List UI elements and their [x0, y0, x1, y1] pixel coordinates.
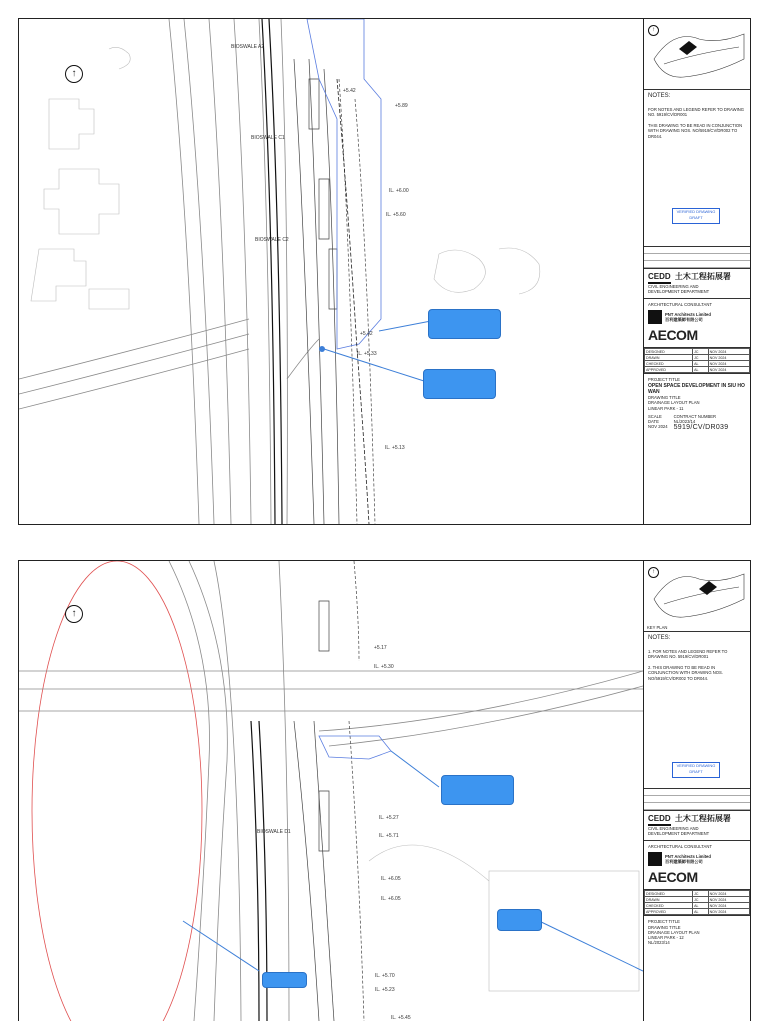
level-label: IL. +5.30: [374, 664, 394, 670]
notes-heading: NOTES:: [648, 635, 671, 641]
drawing-title-label: DRAWING TITLE: [648, 924, 681, 930]
drawing-number: 5919/CV/DR039: [673, 424, 729, 432]
level-label: IL. +5.70: [375, 973, 395, 979]
sig-date: NOV 2024: [708, 897, 749, 903]
pnt-name-cn: 百利建築師有限公司: [665, 858, 703, 864]
contract-number: NL/2023/14: [673, 419, 696, 424]
level-label: IL. +5.33: [357, 351, 377, 357]
pnt-name: PNT Architects Limited: [665, 853, 711, 859]
drawing-subtitle: LINEAR PARK - 12: [648, 935, 684, 940]
level-label: IL. +6.05: [381, 876, 401, 882]
key-plan: [644, 561, 750, 632]
sig-name: JC: [693, 891, 708, 897]
date-label: DATE: [648, 419, 659, 424]
north-arrow-icon: ↑: [648, 567, 659, 578]
revision-table: [644, 247, 750, 269]
signature-table: [644, 890, 750, 915]
dept-name-cn: 土木工程拓展署: [674, 814, 731, 823]
level-label: IL. +5.60: [386, 212, 406, 218]
project-title: OPEN SPACE DEVELOPMENT IN SIU HO WAN: [648, 382, 745, 395]
scale-label: SCALE: [648, 413, 662, 419]
drawing-title-block: [644, 915, 750, 948]
note-item: THIS DRAWING TO BE READ IN CONJUNCTION WITH DRAWING NOS. NO/5919/CV/DR002 TO DR044.: [648, 123, 743, 139]
dept-name-en: DEVELOPMENT DEPARTMENT: [648, 289, 710, 295]
sig-date: NOV 2024: [708, 355, 749, 361]
level-label: IL. +5.23: [375, 987, 395, 993]
level-label: IL. +5.71: [379, 833, 399, 839]
level-label: IL. +5.27: [379, 815, 399, 821]
dept-name-en: CIVIL ENGINEERING AND: [648, 826, 699, 831]
sig-role: DESIGNED: [645, 891, 693, 897]
signature-table: [644, 348, 750, 373]
level-label: +5.17: [374, 645, 387, 651]
consultant-label: ARCHITECTURAL CONSULTANT: [648, 843, 712, 849]
consultant-block: [644, 299, 750, 349]
pnt-logo: [648, 310, 746, 324]
level-label: +5.42: [360, 331, 373, 337]
pnt-mark-icon: [648, 310, 662, 324]
key-plan: [644, 19, 750, 90]
dept-name-en: DEVELOPMENT DEPARTMENT: [648, 831, 710, 837]
dept-name-en: CIVIL ENGINEERING AND: [648, 284, 699, 289]
contract-number: NL/2023/14: [648, 940, 670, 946]
client-block: [644, 811, 750, 841]
annotation-callout[interactable]: [262, 972, 307, 988]
annotation-callout[interactable]: [423, 369, 496, 399]
sig-role: DRAWN: [645, 897, 693, 903]
revision-table: [644, 789, 750, 811]
notes-heading: NOTES:: [648, 93, 671, 99]
annotation-callout[interactable]: [428, 309, 501, 339]
sig-role: DRAWN: [645, 355, 693, 361]
stamp-text: DRAFT: [689, 215, 703, 220]
drawing-sheet-2: [18, 560, 751, 1021]
level-label: +5.89: [395, 103, 408, 109]
verification-stamp: [672, 208, 720, 224]
level-label: IL. +5.13: [385, 445, 405, 451]
north-arrow-icon: ↑: [65, 605, 83, 623]
label-bioswale-a2: BIOSWALE A2: [231, 44, 265, 50]
sig-role: CHECKED: [645, 361, 693, 367]
project-title-label: PROJECT TITLE: [648, 377, 680, 383]
cedd-logo: CEDD: [648, 272, 671, 284]
level-label: IL. +5.45: [391, 1015, 411, 1021]
drawing-subtitle: LINEAR PARK - 11: [648, 405, 684, 411]
sig-role: DESIGNED: [645, 349, 693, 355]
pnt-logo: [648, 852, 746, 866]
consultant-block: [644, 841, 750, 891]
sig-name: AL: [693, 367, 708, 373]
aecom-logo: AECOM: [648, 326, 698, 343]
sig-name: AL: [693, 903, 708, 909]
sig-role: APPROVED: [645, 909, 693, 915]
pnt-name: PNT Architects Limited: [665, 311, 711, 317]
level-label: IL. +6.00: [389, 188, 409, 194]
sig-date: NOV 2024: [708, 903, 749, 909]
pnt-name-cn: 百利建築師有限公司: [665, 316, 703, 322]
plan-view-1: [19, 19, 643, 524]
note-item: FOR NOTES AND LEGEND REFER TO DRAWING NO. 5919/CV/DR001: [648, 106, 745, 117]
sig-name: JC: [693, 897, 708, 903]
sig-name: AL: [693, 909, 708, 915]
stamp-text: VERIFIED DRAWING: [676, 763, 716, 768]
level-label: IL. +6.05: [381, 896, 401, 902]
cedd-logo: CEDD: [648, 814, 671, 826]
sig-name: JC: [693, 349, 708, 355]
stamp-text: VERIFIED DRAWING: [676, 209, 716, 214]
verification-stamp: [672, 762, 720, 778]
contract-label: CONTRACT NUMBER: [673, 413, 717, 419]
sig-date: NOV 2024: [708, 891, 749, 897]
project-title-label: PROJECT TITLE: [648, 919, 680, 925]
north-arrow-icon: ↑: [648, 25, 659, 36]
dept-name-cn: 土木工程拓展署: [674, 272, 731, 281]
sig-date: NOV 2024: [708, 349, 749, 355]
label-bioswale-c2: BIOSWALE C2: [255, 237, 289, 243]
drawing-sheet-1: [18, 18, 751, 525]
level-label: +5.42: [343, 88, 356, 94]
title-block: [643, 19, 750, 524]
sig-date: NOV 2024: [708, 909, 749, 915]
plan-view-2: [19, 561, 643, 1021]
title-block: [643, 561, 750, 1021]
sig-name: JC: [693, 355, 708, 361]
note-item: 1. FOR NOTES AND LEGEND REFER TO DRAWING NO. 5919/CV/DR001: [648, 648, 728, 659]
label-bioswale-c1: BIOSWALE C1: [251, 135, 285, 141]
stamp-text: DRAFT: [689, 769, 703, 774]
sig-role: CHECKED: [645, 903, 693, 909]
notes-section: [644, 90, 750, 247]
sig-role: APPROVED: [645, 367, 693, 373]
note-item: 2. THIS DRAWING TO BE READ IN CONJUNCTION WITH DRAWING NOS. NO/5919/CV/DR002 TO DR044.: [648, 665, 723, 681]
annotation-callout[interactable]: [441, 775, 514, 805]
sig-date: NOV 2024: [708, 361, 749, 367]
drawing-date: NOV 2024: [648, 424, 668, 430]
north-arrow-icon: ↑: [65, 65, 83, 83]
client-block: [644, 269, 750, 299]
sig-name: AL: [693, 361, 708, 367]
sig-date: NOV 2024: [708, 367, 749, 373]
label-bioswale-d1: BIOSWALE D1: [257, 829, 291, 835]
annotation-callout[interactable]: [497, 909, 542, 931]
key-plan-label: KEY PLAN: [647, 624, 668, 630]
drawing-title-label: DRAWING TITLE: [648, 395, 681, 400]
drawing-title-block: [644, 373, 750, 436]
aecom-logo: AECOM: [648, 868, 698, 885]
drawing-title: DRAINAGE LAYOUT PLAN: [648, 929, 700, 935]
consultant-label: ARCHITECTURAL CONSULTANT: [648, 301, 712, 307]
notes-section: [644, 632, 750, 789]
pnt-mark-icon: [648, 852, 662, 866]
drawing-title: DRAINAGE LAYOUT PLAN: [648, 400, 700, 406]
